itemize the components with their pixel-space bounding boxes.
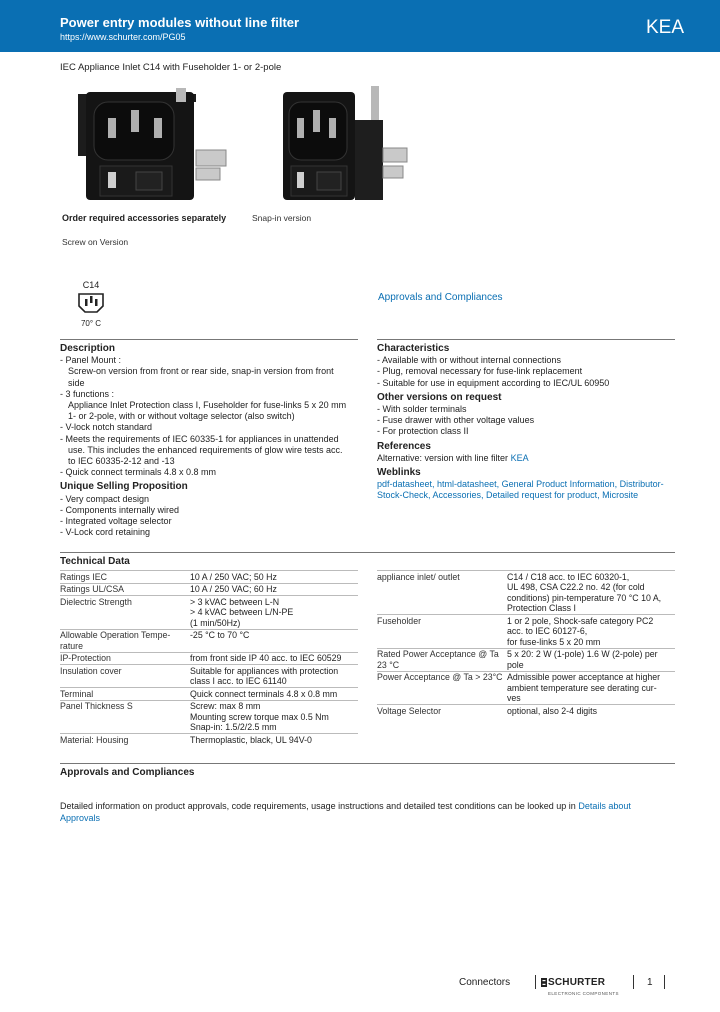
usp-line: - V-Lock cord retaining: [60, 527, 151, 538]
weblinks-title: Weblinks: [377, 467, 421, 479]
technical-data-key: Ratings IEC: [60, 571, 190, 584]
technical-data-row: [60, 688, 358, 701]
technical-data-key: appliance inlet/ outlet: [377, 571, 507, 615]
technical-data-value: [190, 571, 358, 584]
characteristics-title: Characteristics: [377, 343, 450, 354]
characteristics-line: - Plug, removal necessary for fuse-link replacement: [377, 366, 583, 377]
technical-data-value: [507, 705, 675, 717]
technical-data-key: Dielectric Strength: [60, 596, 190, 630]
screw-on-caption: Screw on Version: [62, 237, 129, 247]
technical-data-key: Ratings UL/CSA: [60, 583, 190, 596]
technical-data-value-line: 10 A / 250 VAC; 60 Hz: [190, 584, 277, 594]
technical-data-value-line: 5 x 20: 2 W (1-pole) 1.6 W (2-pole) per: [507, 649, 658, 659]
footer-tagline: ELECTRONIC COMPONENTS: [548, 991, 619, 996]
other-versions-line: - With solder terminals: [377, 404, 467, 415]
technical-data-value: [190, 734, 358, 746]
technical-data-row: [60, 596, 358, 630]
technical-data-value-line: from front side IP 40 acc. to IEC 60529: [190, 653, 342, 663]
technical-data-value-line: C14 / C18 acc. to IEC 60320-1,: [507, 571, 630, 582]
technical-data-value-line: ves: [507, 693, 521, 703]
technical-data-value: [507, 648, 675, 671]
c14-label: C14: [82, 280, 100, 290]
technical-data-value-line: acc. to IEC 60127-6,: [507, 626, 588, 636]
approvals-details-link-2[interactable]: Approvals: [60, 812, 101, 823]
usp-title: Unique Selling Proposition: [60, 481, 188, 493]
weblinks-line-2[interactable]: Stock-Check, Accessories, Detailed request for product, Microsite: [377, 490, 639, 501]
header-product-code: KEA: [645, 17, 684, 38]
technical-data-row: [60, 665, 358, 688]
technical-data-key: Panel Thickness S: [60, 700, 190, 734]
references-kea-link[interactable]: KEA: [510, 452, 529, 463]
header-title: Power entry modules without line filter: [60, 15, 300, 30]
footer-separator: [664, 975, 665, 989]
other-versions-line: - For protection class II: [377, 426, 469, 437]
left-column: [60, 340, 360, 538]
c14-symbol: [75, 280, 107, 328]
technical-data-value-line: (1 min/50Hz): [190, 617, 241, 628]
technical-data-value: [190, 700, 358, 734]
other-versions-line: - Fuse drawer with other voltage values: [377, 415, 535, 426]
technical-data-value-line: > 3 kVAC between L-N: [190, 596, 280, 607]
technical-data-row: [60, 571, 358, 584]
right-column: [377, 340, 687, 502]
approvals-details-link[interactable]: Details about: [578, 801, 631, 811]
technical-data-key: Power Acceptance @ Ta > 23°C: [377, 671, 507, 705]
technical-data-key: Rated Power Acceptance @ Ta 23 °C: [377, 648, 507, 671]
technical-data-key: Material: Housing: [60, 734, 190, 746]
snap-in-caption: Snap-in version: [252, 213, 312, 223]
description-line: side: [68, 377, 85, 388]
technical-data-value: [507, 615, 675, 649]
technical-data-value-line: Quick connect terminals 4.8 x 0.8 mm: [190, 688, 338, 699]
description-line: - Meets the requirements of IEC 60335-1 for appliances in unattended: [60, 433, 339, 444]
technical-data-value: [507, 571, 675, 615]
technical-data-key: IP-Protection: [60, 652, 190, 665]
approvals-text: Detailed information on product approvals, code requirements, usage instructions and detailed test conditions can be looked up in: [60, 801, 576, 811]
approvals-link[interactable]: Approvals and Compliances: [378, 292, 503, 303]
approvals-text-block: [60, 801, 670, 824]
technical-data-key: Allowable Operation Tempe-rature: [60, 629, 190, 652]
technical-data-value-line: > 4 kVAC between L/N-PE: [190, 607, 294, 617]
product-photo-snap-in: [283, 80, 413, 205]
schurter-logo-icon: [541, 978, 547, 987]
page-header: [0, 0, 720, 52]
technical-data-value: [190, 652, 358, 665]
technical-data-key: Voltage Selector: [377, 705, 507, 717]
description-line: use. This includes the enhanced requirements of glow wire tests acc.: [68, 444, 343, 455]
description-line: to IEC 60335-2-12 and -13: [68, 456, 175, 467]
references-line: [377, 453, 687, 464]
references-text: Alternative: version with line filter: [377, 452, 509, 463]
description-line: - V-lock notch standard: [60, 422, 153, 433]
order-accessories-note: Order required accessories separately: [62, 213, 227, 223]
technical-data-row: [377, 571, 675, 615]
product-subtitle: IEC Appliance Inlet C14 with Fuseholder 1- or 2-pole: [60, 62, 282, 73]
technical-data-value-line: pole: [507, 659, 524, 670]
description-title: Description: [60, 343, 116, 354]
technical-data-value-line: Snap-in: 1.5/2/2.5 mm: [190, 722, 277, 732]
technical-data-value-line: 10 A / 250 VAC; 50 Hz: [190, 571, 277, 582]
c14-inlet-icon: [75, 292, 107, 314]
technical-data-value: [190, 583, 358, 596]
technical-data-row: [377, 648, 675, 671]
technical-data-value-line: -25 °C to 70 °C: [190, 630, 250, 640]
technical-data-row: [60, 700, 358, 734]
approvals-divider: [60, 763, 675, 764]
technical-data-value-line: UL 498, CSA C22.2 no. 42 (for cold: [507, 582, 645, 592]
technical-data-value-line: Suitable for appliances with protection: [190, 665, 339, 676]
technical-data-key: Insulation cover: [60, 665, 190, 688]
characteristics-line: - Suitable for use in equipment according to IEC/UL 60950: [377, 377, 610, 388]
description-line: - Panel Mount :: [60, 355, 122, 366]
description-line: - Quick connect terminals 4.8 x 0.8 mm: [60, 467, 217, 478]
technical-data-value-line: Admissible power acceptance at higher: [507, 672, 661, 682]
technical-data-value-line: Protection Class I: [507, 603, 576, 613]
technical-data-value-line: for fuse-links 5 x 20 mm: [507, 636, 601, 647]
description-line: Screw-on version from front or rear side, snap-in version from front: [68, 366, 334, 377]
footer-page-number: 1: [647, 977, 653, 988]
technical-data-value: [507, 671, 675, 705]
footer-separator: [633, 975, 634, 989]
technical-data-divider: [60, 552, 675, 553]
technical-data-row: [377, 615, 675, 649]
technical-data-value-line: conditions) pin-temperature 70 °C 10 A,: [507, 592, 662, 603]
usp-line: - Components internally wired: [60, 504, 180, 515]
technical-data-value-line: ambient temperature see derating cur-: [507, 682, 657, 693]
technical-data-value: [190, 596, 358, 630]
references-title: References: [377, 440, 431, 452]
technical-data-row: [60, 734, 358, 746]
description-line: Appliance Inlet Protection class I, Fuseholder for fuse-links 5 x 20 mm: [68, 400, 347, 411]
technical-data-row: [60, 629, 358, 652]
other-versions-title: Other versions on request: [377, 391, 502, 403]
technical-data-value: [190, 665, 358, 688]
technical-data-value: [190, 688, 358, 701]
technical-data-value-line: optional, also 2-4 digits: [507, 705, 597, 716]
technical-data-left-table: [60, 570, 358, 746]
footer-brand: SCHURTER: [548, 977, 606, 988]
technical-data-value-line: Mounting screw torque max 0.5 Nm: [190, 711, 329, 722]
technical-data-value: [190, 629, 358, 652]
technical-data-value-line: Thermoplastic, black, UL 94V-0: [190, 734, 312, 745]
footer-separator: [535, 975, 536, 989]
technical-data-key: Terminal: [60, 688, 190, 701]
technical-data-row: [60, 583, 358, 596]
weblinks-line-1[interactable]: pdf-datasheet, html-datasheet, General Product Information, Distributor-: [377, 479, 664, 490]
technical-data-row: [377, 671, 675, 705]
footer-category: Connectors: [459, 977, 511, 988]
c14-temperature: 70° C: [80, 319, 102, 328]
header-url[interactable]: https://www.schurter.com/PG05: [60, 32, 186, 42]
technical-data-value-line: 1 or 2 pole, Shock-safe category PC2: [507, 615, 654, 626]
usp-line: - Integrated voltage selector: [60, 516, 172, 527]
characteristics-line: - Available with or without internal connections: [377, 355, 561, 366]
technical-data-value-line: class I acc. to IEC 61140: [190, 676, 287, 686]
technical-data-key: Fuseholder: [377, 615, 507, 649]
technical-data-right-table: [377, 570, 675, 717]
technical-data-row: [60, 652, 358, 665]
technical-data-value-line: Screw: max 8 mm: [190, 701, 261, 711]
description-line: - 3 functions :: [60, 388, 115, 399]
usp-line: - Very compact design: [60, 493, 150, 504]
description-line: 1- or 2-pole, with or without voltage selector (also switch): [68, 411, 295, 422]
technical-data-row: [377, 705, 675, 717]
technical-data-title: Technical Data: [60, 556, 130, 567]
product-photo-front: [76, 80, 231, 205]
approvals-title: Approvals and Compliances: [60, 767, 195, 778]
